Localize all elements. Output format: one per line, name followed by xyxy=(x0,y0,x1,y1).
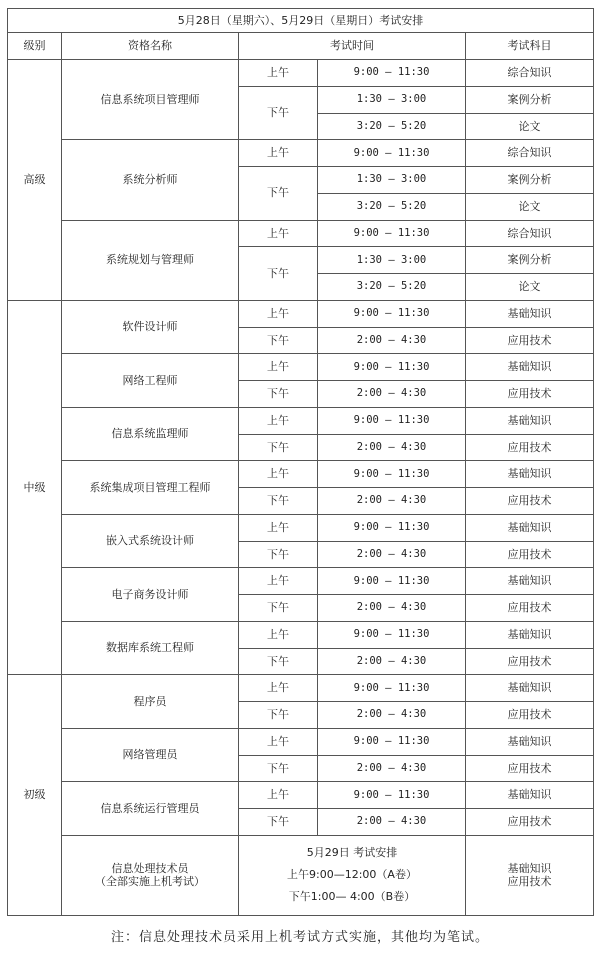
subject-cell: 案例分析 xyxy=(466,167,594,194)
subject-cell: 基础知识 xyxy=(466,300,594,327)
table-row xyxy=(8,60,594,87)
exam-name-cell: 软件设计师 xyxy=(62,300,239,354)
period-cell: 上午 xyxy=(239,514,318,541)
exam-name-cell: 嵌入式系统设计师 xyxy=(62,514,239,568)
table-row xyxy=(8,568,594,595)
period-cell: 上午 xyxy=(239,728,318,755)
subject-cell: 应用技术 xyxy=(466,327,594,354)
header-level: 级别 xyxy=(8,33,62,60)
special-time-cell xyxy=(239,835,466,915)
time-cell: 2:00 — 4:30 xyxy=(318,755,466,782)
level-cell: 初级 xyxy=(8,675,62,916)
time-cell: 9:00 — 11:30 xyxy=(318,354,466,381)
level-cell: 中级 xyxy=(8,300,62,675)
subject-cell: 应用技术 xyxy=(466,434,594,461)
level-cell: 高级 xyxy=(8,60,62,301)
table-row xyxy=(8,461,594,488)
exam-name-cell: 网络管理员 xyxy=(62,728,239,782)
special-time-title: 5月29日 考试安排 xyxy=(306,846,398,860)
table-row xyxy=(8,220,594,247)
subject-cell: 论文 xyxy=(466,274,594,301)
time-cell: 3:20 — 5:20 xyxy=(318,193,466,220)
exam-name-cell: 信息系统项目管理师 xyxy=(62,60,239,140)
period-cell: 下午 xyxy=(239,702,318,729)
period-cell: 下午 xyxy=(239,648,318,675)
table-row xyxy=(8,675,594,702)
subject-cell: 应用技术 xyxy=(466,595,594,622)
header-row xyxy=(8,33,594,60)
special-name-cell xyxy=(62,835,239,915)
time-cell: 9:00 — 11:30 xyxy=(318,461,466,488)
time-cell: 2:00 — 4:30 xyxy=(318,702,466,729)
exam-name-cell: 系统集成项目管理工程师 xyxy=(62,461,239,515)
subject-cell: 基础知识 xyxy=(466,514,594,541)
time-cell: 9:00 — 11:30 xyxy=(318,220,466,247)
time-cell: 2:00 — 4:30 xyxy=(318,541,466,568)
special-name: 信息处理技术员 xyxy=(111,861,189,875)
period-cell: 下午 xyxy=(239,247,318,301)
table-row xyxy=(8,354,594,381)
exam-schedule-body xyxy=(8,9,594,916)
title-row xyxy=(8,9,594,33)
table-row xyxy=(8,140,594,167)
time-cell: 3:20 — 5:20 xyxy=(318,113,466,140)
subject-cell: 综合知识 xyxy=(466,140,594,167)
special-subject-cell xyxy=(466,835,594,915)
period-cell: 下午 xyxy=(239,809,318,836)
subject-cell: 基础知识 xyxy=(466,461,594,488)
period-cell: 上午 xyxy=(239,568,318,595)
period-cell: 上午 xyxy=(239,60,318,87)
time-cell: 1:30 — 3:00 xyxy=(318,167,466,194)
period-cell: 下午 xyxy=(239,541,318,568)
exam-name-cell: 电子商务设计师 xyxy=(62,568,239,622)
subject-cell: 基础知识 xyxy=(466,568,594,595)
subject-cell: 基础知识 xyxy=(466,782,594,809)
header-name: 资格名称 xyxy=(62,33,239,60)
special-row xyxy=(8,835,594,915)
subject-cell: 基础知识 xyxy=(466,728,594,755)
special-time-am: 上午9:00—12:00（A卷） xyxy=(287,868,417,882)
period-cell: 上午 xyxy=(239,140,318,167)
table-row xyxy=(8,621,594,648)
time-cell: 9:00 — 11:30 xyxy=(318,782,466,809)
exam-name-cell: 网络工程师 xyxy=(62,354,239,408)
period-cell: 上午 xyxy=(239,461,318,488)
period-cell: 上午 xyxy=(239,300,318,327)
subject-cell: 案例分析 xyxy=(466,86,594,113)
period-cell: 上午 xyxy=(239,675,318,702)
table-row xyxy=(8,407,594,434)
time-cell: 9:00 — 11:30 xyxy=(318,675,466,702)
exam-name-cell: 系统规划与管理师 xyxy=(62,220,239,300)
time-cell: 2:00 — 4:30 xyxy=(318,595,466,622)
time-cell: 2:00 — 4:30 xyxy=(318,809,466,836)
subject-cell: 应用技术 xyxy=(466,755,594,782)
subject-cell: 基础知识 xyxy=(466,675,594,702)
special-subject-1: 基础知识 xyxy=(507,861,552,875)
period-cell: 上午 xyxy=(239,407,318,434)
period-cell: 下午 xyxy=(239,327,318,354)
exam-name-cell: 系统分析师 xyxy=(62,140,239,220)
header-subject: 考试科目 xyxy=(466,33,594,60)
period-cell: 上午 xyxy=(239,354,318,381)
time-cell: 9:00 — 11:30 xyxy=(318,514,466,541)
time-cell: 3:20 — 5:20 xyxy=(318,274,466,301)
time-cell: 9:00 — 11:30 xyxy=(318,140,466,167)
exam-schedule-table xyxy=(7,8,594,916)
table-title: 5月28日（星期六）、5月29日（星期日）考试安排 xyxy=(8,9,594,33)
subject-cell: 应用技术 xyxy=(466,809,594,836)
period-cell: 下午 xyxy=(239,595,318,622)
time-cell: 9:00 — 11:30 xyxy=(318,407,466,434)
exam-name-cell: 信息系统监理师 xyxy=(62,407,239,461)
time-cell: 2:00 — 4:30 xyxy=(318,434,466,461)
period-cell: 上午 xyxy=(239,621,318,648)
time-cell: 2:00 — 4:30 xyxy=(318,381,466,408)
special-time-pm: 下午1:00— 4:00（B卷） xyxy=(288,890,416,904)
period-cell: 下午 xyxy=(239,381,318,408)
table-row xyxy=(8,728,594,755)
subject-cell: 综合知识 xyxy=(466,220,594,247)
time-cell: 9:00 — 11:30 xyxy=(318,300,466,327)
exam-name-cell: 程序员 xyxy=(62,675,239,729)
table-row xyxy=(8,300,594,327)
period-cell: 上午 xyxy=(239,220,318,247)
header-time: 考试时间 xyxy=(239,33,466,60)
exam-name-cell: 数据库系统工程师 xyxy=(62,621,239,675)
period-cell: 上午 xyxy=(239,782,318,809)
subject-cell: 应用技术 xyxy=(466,381,594,408)
footnote: 注：信息处理技术员采用上机考试方式实施，其他均为笔试。 xyxy=(110,930,489,945)
period-cell: 下午 xyxy=(239,434,318,461)
period-cell: 下午 xyxy=(239,167,318,221)
special-subject-2: 应用技术 xyxy=(507,875,552,889)
subject-cell: 综合知识 xyxy=(466,60,594,87)
time-cell: 9:00 — 11:30 xyxy=(318,60,466,87)
subject-cell: 应用技术 xyxy=(466,702,594,729)
subject-cell: 论文 xyxy=(466,113,594,140)
time-cell: 2:00 — 4:30 xyxy=(318,648,466,675)
subject-cell: 应用技术 xyxy=(466,648,594,675)
subject-cell: 案例分析 xyxy=(466,247,594,274)
subject-cell: 基础知识 xyxy=(466,621,594,648)
time-cell: 2:00 — 4:30 xyxy=(318,327,466,354)
period-cell: 下午 xyxy=(239,86,318,140)
table-row xyxy=(8,514,594,541)
period-cell: 下午 xyxy=(239,755,318,782)
time-cell: 9:00 — 11:30 xyxy=(318,568,466,595)
subject-cell: 应用技术 xyxy=(466,541,594,568)
time-cell: 1:30 — 3:00 xyxy=(318,247,466,274)
table-row xyxy=(8,782,594,809)
exam-name-cell: 信息系统运行管理员 xyxy=(62,782,239,836)
subject-cell: 基础知识 xyxy=(466,407,594,434)
time-cell: 1:30 — 3:00 xyxy=(318,86,466,113)
subject-cell: 论文 xyxy=(466,193,594,220)
period-cell: 下午 xyxy=(239,488,318,515)
special-name-note: （全部实施上机考试） xyxy=(95,875,205,889)
time-cell: 2:00 — 4:30 xyxy=(318,488,466,515)
subject-cell: 应用技术 xyxy=(466,488,594,515)
time-cell: 9:00 — 11:30 xyxy=(318,728,466,755)
subject-cell: 基础知识 xyxy=(466,354,594,381)
time-cell: 9:00 — 11:30 xyxy=(318,621,466,648)
